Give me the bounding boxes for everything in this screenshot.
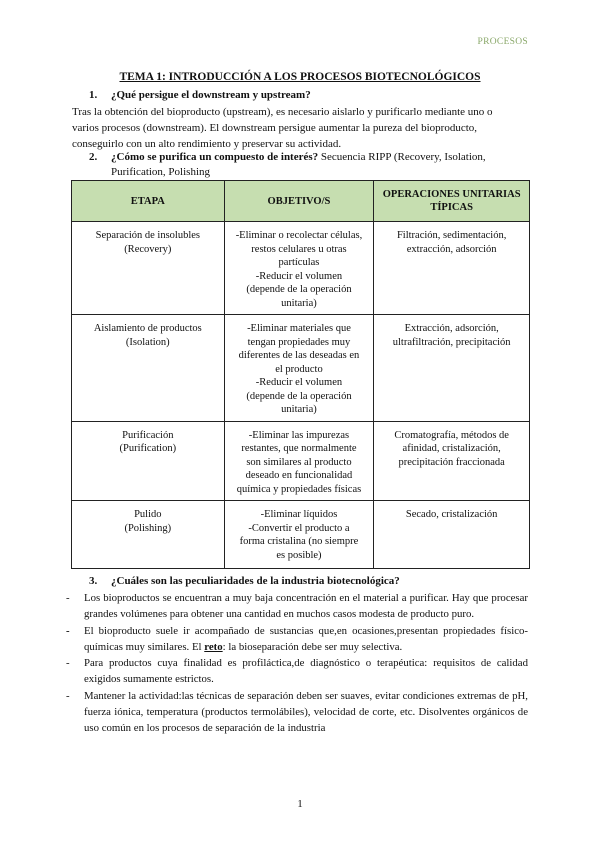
cell-etapa: Pulido (Polishing) xyxy=(72,501,225,569)
answer-1-line: conseguirlo con un alto rendimiento y preservar su actividad. xyxy=(72,138,342,150)
list-item: - El bioproducto suele ir acompañado de sustancias que,en ocasiones,presentan propiedades físico-químicas muy similares. El reto: la bioseparación debe ser muy selectiva. xyxy=(66,624,528,653)
table-header-row xyxy=(72,181,530,222)
table-row xyxy=(72,421,530,501)
section-header: PROCESOS xyxy=(477,37,528,47)
page-title: TEMA 1: INTRODUCCIÓN A LOS PROCESOS BIOTECNOLÓGICOS xyxy=(119,71,481,83)
cell-etapa: Purificación (Purification) xyxy=(72,421,225,501)
table-row xyxy=(72,222,530,315)
list-item: - Los bioproductos se encuentran a muy baja concentración en el material a purificar. Hay que procesar grandes volúmenes para obtener una cantidad en muchos casos modesta de producto puro. xyxy=(66,592,528,621)
list-item: - Mantener la actividad:las técnicas de separación deben ser suaves, evitar condiciones extremas de pH, fuerza iónica, temperatura (productos termolábiles), velocidad de corte, etc. Disolventes orgánicos de uso común en los procesos de separación de la industria xyxy=(66,689,528,735)
answer-1 xyxy=(72,104,532,152)
question-3 xyxy=(89,575,400,587)
cell-objetivo: -Eliminar las impurezas restantes, que normalmente son similares al producto deseado en funcionalidad química y propiedades físicas xyxy=(224,421,374,501)
list-item: - Para productos cuya finalidad es profiláctica,de diagnóstico o terapéutica: requisitos de calidad exigidos sumamente estrictos. xyxy=(66,657,528,686)
cell-operaciones: Cromatografía, métodos de afinidad, cristalización, precipitación fraccionada xyxy=(374,421,530,501)
answer-2-line: Purification, Polishing xyxy=(111,166,210,178)
answer-2-line: Secuencia RIPP (Recovery, Isolation, xyxy=(320,151,486,163)
question-2-number: 2. xyxy=(89,151,98,163)
cell-operaciones: Secado, cristalización xyxy=(374,501,530,569)
cell-objetivo: -Eliminar materiales que tengan propiedades muy diferentes de las deseadas en el producto -Reducir el volumen (depende de la operación unitaria) xyxy=(224,315,374,422)
answer-1-line: varios procesos (downstream). El downstream persigue aumentar la pureza del bioproducto, xyxy=(72,122,478,134)
question-1 xyxy=(89,89,311,101)
cell-operaciones: Filtración, sedimentación, extracción, adsorción xyxy=(374,222,530,315)
header-operaciones: OPERACIONES UNITARIAS TÍPICAS xyxy=(374,181,530,222)
cell-etapa: Separación de insolubles (Recovery) xyxy=(72,222,225,315)
table-row xyxy=(72,315,530,422)
cell-operaciones: Extracción, adsorción, ultrafiltración, precipitación xyxy=(374,315,530,422)
question-2 xyxy=(89,151,486,163)
question-3-number: 3. xyxy=(89,575,98,587)
page-number: 1 xyxy=(297,798,303,810)
question-2-text: ¿Cómo se purifica un compuesto de interés? xyxy=(111,151,319,163)
table-row xyxy=(72,501,530,569)
cell-objetivo: -Eliminar o recolectar células, restos celulares u otras partículas -Reducir el volumen (depende de la operación unitaria) xyxy=(224,222,374,315)
answer-1-line: Tras la obtención del bioproducto (upstream), es necesario aislarlo y purificarlo mediante uno o xyxy=(72,106,493,118)
question-3-text: ¿Cuáles son las peculiaridades de la industria biotecnológica? xyxy=(111,575,400,587)
header-objetivo: OBJETIVO/S xyxy=(224,181,374,222)
question-1-number: 1. xyxy=(89,89,98,101)
question-1-text: ¿Qué persigue el downstream y upstream? xyxy=(111,89,311,101)
cell-objetivo: -Eliminar líquidos -Convertir el producto a forma cristalina (no siempre es posible) xyxy=(224,501,374,569)
emphasis-reto: reto xyxy=(204,640,223,653)
ripp-table xyxy=(71,180,530,569)
header-etapa: ETAPA xyxy=(72,181,225,222)
cell-etapa: Aislamiento de productos (Isolation) xyxy=(72,315,225,422)
peculiarities-list xyxy=(66,590,528,737)
